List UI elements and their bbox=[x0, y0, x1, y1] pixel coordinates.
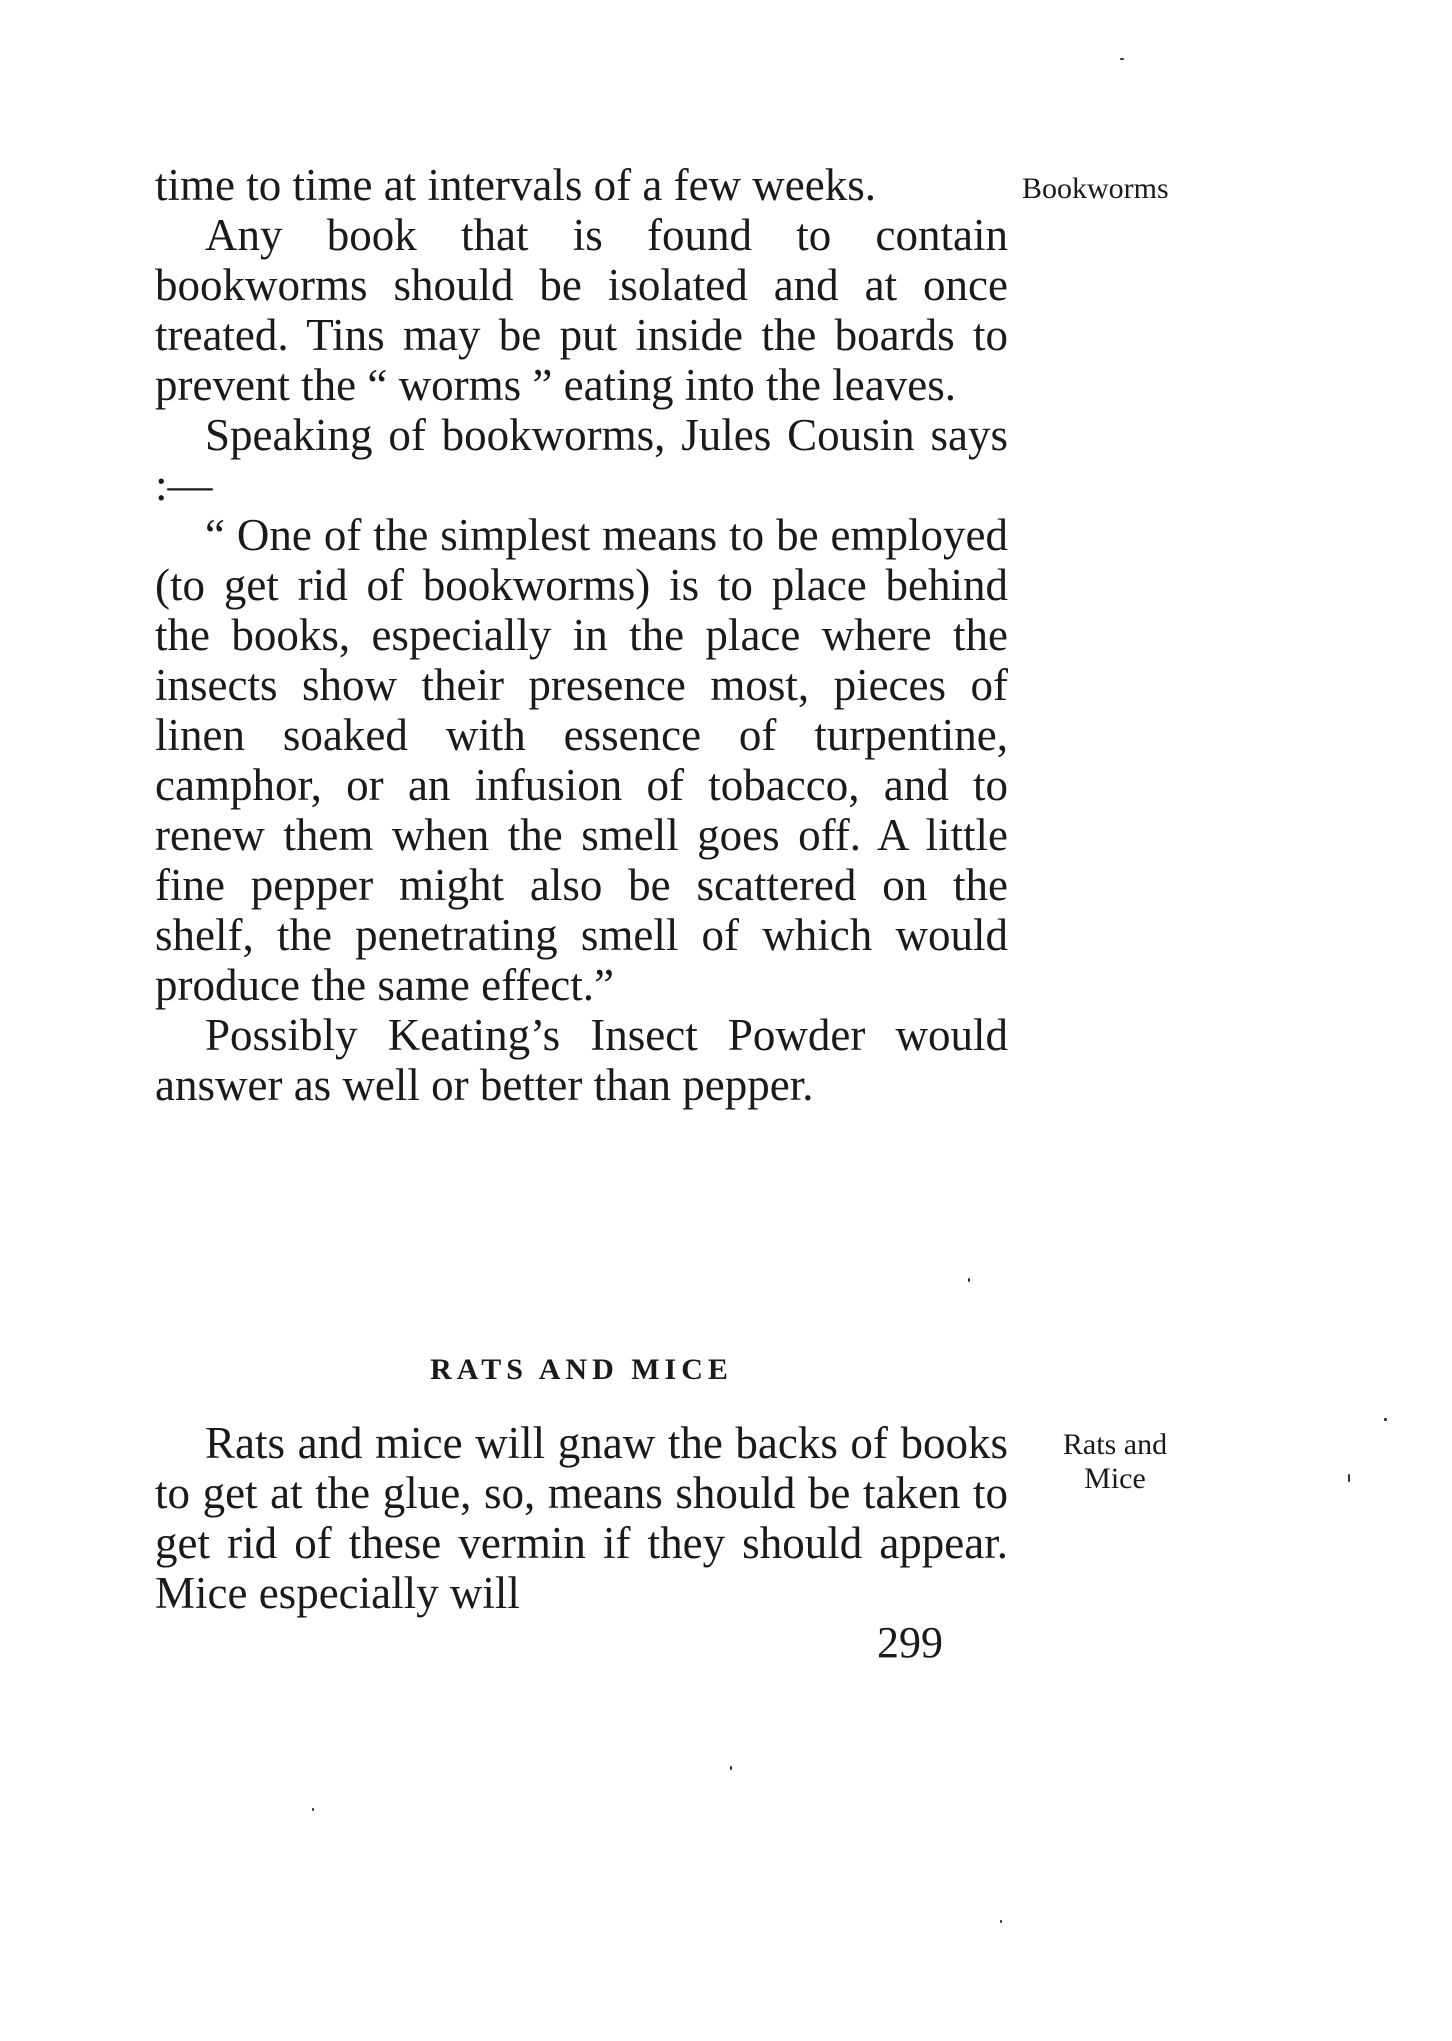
paragraph-bookworms-isolation: Any book that is found to contain bookworms should be isolated and at once treated. Tins may be put inside the boards to prevent the “ worms ” eating into the leaves. bbox=[155, 210, 1008, 410]
scan-speck bbox=[968, 1278, 970, 1282]
scan-speck bbox=[730, 1766, 732, 1770]
margin-note-bookworms: Bookworms bbox=[1022, 172, 1169, 205]
margin-note-rats-and-mice bbox=[1040, 1428, 1190, 1496]
paragraph-rats-and-mice: Rats and mice will gnaw the backs of books to get at the glue, so, means should be taken to get rid of these vermin if they should appear. Mice especially will bbox=[155, 1418, 1008, 1618]
scan-speck bbox=[1000, 1920, 1002, 1923]
paragraph-keatings-powder: Possibly Keating’s Insect Powder would answer as well or better than pepper. bbox=[155, 1010, 1008, 1110]
paragraph-quotation: “ One of the simplest means to be employed (to get rid of bookworms) is to place behind the books, especially in the place where the insects show their presence most, pieces of linen soaked with essence of turpentine, camphor, or an infusion of tobacco, and to renew them when the smell goes off. A little fine pepper might also be scattered on the shelf, the penetrating smell of which would produce the same effect.” bbox=[155, 510, 1008, 1010]
body-text-bottom bbox=[155, 1418, 1008, 1618]
body-text-top bbox=[155, 160, 1008, 1110]
section-heading: RATS AND MICE bbox=[430, 1353, 733, 1386]
paragraph-continuation: time to time at intervals of a few weeks. bbox=[155, 160, 877, 210]
scan-speck bbox=[1384, 1418, 1387, 1421]
paragraph-jules-cousin-intro: Speaking of bookworms, Jules Cousin says :— bbox=[155, 410, 1008, 510]
scan-speck bbox=[1348, 1474, 1350, 1482]
page-number: 299 bbox=[877, 1618, 943, 1667]
scan-speck bbox=[312, 1808, 314, 1811]
scan-speck bbox=[1120, 58, 1124, 60]
margin-note-rats-line1: Rats and bbox=[1062, 1428, 1168, 1461]
margin-note-rats-line2: Mice bbox=[1084, 1462, 1146, 1495]
